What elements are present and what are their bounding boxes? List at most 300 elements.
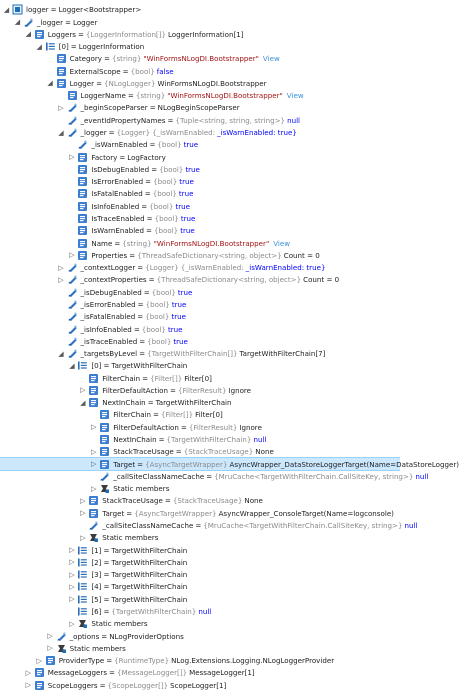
collapsed-chevron-icon[interactable]: ▷: [69, 570, 75, 579]
equals-sign: =: [149, 103, 156, 113]
equals-sign: =: [126, 508, 133, 518]
member-name: Name: [91, 238, 113, 248]
equals-sign: =: [70, 42, 77, 52]
collapsed-chevron-icon[interactable]: ▷: [90, 484, 97, 493]
member-name: [0]: [58, 42, 69, 52]
member-value: AsyncWrapper_ConsoleTarget(Name=logconsole): [218, 508, 394, 518]
view-link[interactable]: View: [262, 54, 280, 64]
array-item-icon: [77, 606, 88, 617]
property-icon: [99, 409, 110, 420]
property-icon: [77, 250, 88, 261]
no-toggle-spacer: [57, 311, 66, 323]
no-toggle-spacer: [67, 237, 76, 249]
array-item-icon: [77, 569, 88, 580]
member-name: FilterDefaultAction: [102, 385, 169, 395]
member-value: None: [255, 447, 274, 457]
equals-sign: =: [101, 631, 108, 641]
member-type: {MruCache<TargetWithFilterChain.CallSiteKey, string>}: [203, 521, 403, 530]
property-icon: [99, 434, 110, 445]
member-name: _callSiteClassNameCache: [102, 521, 194, 530]
member-type: {Logger}: [145, 263, 179, 273]
property-icon: [88, 508, 99, 519]
no-toggle-spacer: [57, 114, 66, 126]
member-type: {TargetWithFilterChain}: [166, 435, 252, 445]
field-icon: [67, 311, 78, 322]
member-name: StackTraceUsage: [102, 496, 163, 506]
member-value: true: [180, 226, 195, 236]
member-name: FilterChain: [102, 373, 141, 383]
member-name: ExternalScope: [69, 66, 121, 76]
property-icon: [77, 152, 88, 163]
view-link[interactable]: View: [273, 238, 291, 248]
equals-sign: =: [167, 115, 174, 125]
member-value: true: [178, 189, 194, 199]
member-name: Properties: [91, 250, 128, 260]
equals-sign: =: [142, 373, 149, 383]
property-icon: [77, 176, 88, 187]
collapsed-chevron-icon[interactable]: ▷: [58, 263, 64, 272]
member-name: Logger: [69, 78, 95, 88]
expanded-chevron-icon[interactable]: ◢: [47, 79, 53, 88]
member-value: AsyncWrapper_DataStoreLoggerTarget(Name=DataStoreLogger): [229, 459, 459, 469]
equals-sign: =: [103, 557, 110, 567]
no-toggle-spacer: [46, 53, 55, 65]
no-toggle-spacer: [67, 605, 76, 617]
no-toggle-spacer: [78, 520, 87, 532]
member-type: {RuntimeType}: [114, 656, 170, 666]
field-icon: [67, 348, 78, 359]
property-icon: [77, 238, 88, 249]
collapsed-chevron-icon[interactable]: ▷: [69, 153, 75, 162]
member-name: _isErrorEnabled: [80, 299, 136, 309]
member-value: TargetWithFilterChain: [155, 398, 232, 408]
member-value: false: [156, 66, 174, 76]
no-toggle-spacer: [67, 188, 76, 200]
member-value: true: [180, 214, 196, 223]
member-name: _logger: [36, 17, 64, 27]
tree-row[interactable]: [0, 678, 400, 692]
member-name: FilterDefaultAction: [113, 422, 179, 432]
member-value: Logger: [73, 17, 98, 27]
array-item-icon: [77, 545, 88, 556]
collapsed-chevron-icon[interactable]: ▷: [69, 546, 75, 555]
property-icon: [77, 188, 88, 199]
member-name: NextInChain: [102, 398, 146, 408]
equals-sign: =: [139, 349, 146, 359]
member-name: IsTraceEnabled: [91, 214, 145, 223]
object-icon: [12, 4, 23, 15]
property-icon: [88, 495, 99, 506]
member-type-detail: {_isWarnEnabled:: [180, 263, 244, 273]
field-icon: [67, 102, 78, 113]
collapsed-chevron-icon[interactable]: ▷: [58, 103, 64, 112]
member-type: {TargetWithFilterChain[]}: [147, 349, 238, 359]
member-type: {ThreadSafeDictionary<string, object>}: [156, 275, 302, 285]
member-name: ProviderType: [58, 656, 105, 666]
equals-sign: =: [108, 128, 115, 138]
property-icon: [77, 213, 88, 224]
field-icon: [56, 631, 67, 642]
member-name: Static members: [69, 643, 126, 653]
member-type: {bool}: [159, 164, 184, 174]
member-type: {AsyncTargetWrapper}: [134, 508, 217, 518]
no-toggle-spacer: [46, 65, 55, 77]
no-toggle-spacer: [89, 434, 98, 446]
member-name: Target: [113, 459, 136, 469]
equals-sign: =: [104, 54, 110, 64]
member-value: null: [415, 471, 429, 481]
collapsed-chevron-icon[interactable]: ▷: [69, 595, 75, 604]
expanded-chevron-icon[interactable]: ◢: [58, 349, 64, 358]
collapsed-chevron-icon[interactable]: ▷: [69, 582, 75, 591]
member-name: _isWarnEnabled: [91, 140, 148, 150]
member-type: {TargetWithFilterChain}: [111, 606, 197, 616]
member-type: {StackTraceUsage}: [183, 447, 254, 457]
property-icon: [34, 29, 45, 40]
equals-sign: =: [109, 668, 115, 678]
static-members-icon: [56, 643, 67, 654]
member-value: ScopeLogger[1]: [170, 680, 227, 690]
member-name: [1]: [91, 545, 102, 555]
collapsed-chevron-icon[interactable]: ▷: [36, 656, 42, 665]
equals-sign: =: [149, 140, 156, 150]
member-type: {NLogLogger}: [104, 78, 156, 88]
member-value: null: [198, 606, 212, 616]
member-value: true: [171, 299, 187, 309]
equals-sign: =: [195, 521, 202, 530]
member-value: Filter[0]: [184, 373, 212, 383]
member-value: NLog.Extensions.Logging.NLogLoggerProvider: [171, 656, 335, 666]
collapsed-chevron-icon[interactable]: ▷: [90, 460, 97, 469]
equals-sign: =: [137, 263, 144, 273]
member-value: WinFormsNLogDI.Bootstrapper: [157, 78, 267, 88]
member-name: [6]: [91, 606, 102, 616]
no-toggle-spacer: [57, 323, 66, 335]
member-name: IsWarnEnabled: [91, 226, 145, 236]
member-type: {MruCache<TargetWithFilterChain.CallSiteKey, string>}: [214, 471, 414, 481]
no-toggle-spacer: [57, 335, 66, 347]
member-name: [0]: [91, 361, 102, 371]
member-value: NLogBeginScopeParser: [157, 103, 240, 113]
member-value: true: [183, 140, 199, 150]
collapsed-chevron-icon[interactable]: ▷: [47, 644, 53, 653]
member-name: _contextProperties: [80, 275, 147, 285]
array-item-icon: [77, 594, 88, 605]
property-icon: [77, 164, 88, 175]
member-name: logger: [26, 5, 49, 15]
member-type: {FilterResult}: [188, 422, 238, 432]
member-type: {string}: [135, 91, 166, 101]
collapsed-chevron-icon[interactable]: ▷: [69, 251, 75, 260]
property-icon: [56, 78, 67, 89]
member-type: {ScopeLogger[]}: [107, 680, 169, 690]
field-icon: [23, 17, 34, 28]
equals-sign: =: [77, 29, 84, 39]
member-type: {string}: [122, 238, 152, 248]
collapsed-chevron-icon[interactable]: ▷: [80, 533, 86, 542]
member-name: _callSiteClassNameCache: [113, 471, 205, 481]
member-value: _isWarnEnabled: true}: [245, 263, 326, 273]
equals-sign: =: [103, 570, 110, 580]
equals-sign: =: [153, 410, 159, 420]
member-value: LoggerInformation[1]: [167, 29, 244, 39]
member-type: {FilterResult}: [177, 385, 227, 395]
equals-sign: =: [206, 471, 213, 481]
expanded-chevron-icon[interactable]: ◢: [69, 361, 75, 370]
no-toggle-spacer: [57, 90, 66, 102]
member-name: FilterChain: [113, 410, 152, 420]
member-type: {LoggerInformation[]}: [85, 29, 166, 39]
member-value: true: [167, 324, 183, 334]
property-icon: [77, 201, 88, 212]
equals-sign: =: [103, 594, 110, 604]
no-toggle-spacer: [57, 286, 66, 298]
array-item-icon: [45, 41, 56, 52]
collapsed-chevron-icon[interactable]: ▷: [90, 447, 97, 456]
member-value: true: [173, 336, 188, 346]
member-value: Logger<Bootstrapper>: [58, 5, 142, 15]
static-members-icon: [77, 618, 88, 629]
member-value: true: [171, 312, 186, 322]
equals-sign: =: [119, 152, 126, 162]
no-toggle-spacer: [67, 225, 76, 237]
member-value: "WinFormsNLogDI.Bootstrapper": [153, 238, 270, 248]
collapsed-chevron-icon[interactable]: ▷: [80, 386, 86, 395]
member-name: Static members: [91, 619, 148, 629]
equals-sign: =: [146, 226, 152, 236]
member-value: true: [177, 287, 193, 297]
equals-sign: =: [103, 545, 110, 555]
member-type: {ThreadSafeDictionary<string, object>}: [137, 250, 282, 260]
member-value: TargetWithFilterChain: [111, 570, 188, 580]
member-name: _eventIdPropertyNames: [80, 115, 166, 125]
expanded-chevron-icon[interactable]: ◢: [36, 42, 42, 51]
equals-sign: =: [141, 201, 148, 211]
collapsed-chevron-icon[interactable]: ▷: [25, 681, 31, 690]
equals-sign: =: [114, 238, 121, 248]
member-name: _logger: [80, 128, 107, 138]
equals-sign: =: [164, 496, 171, 506]
equals-sign: =: [103, 606, 110, 616]
property-icon: [99, 459, 110, 470]
member-value: Ignore: [239, 422, 262, 432]
member-value: TargetWithFilterChain[7]: [239, 349, 326, 359]
collapsed-chevron-icon[interactable]: ▷: [58, 275, 64, 284]
collapsed-chevron-icon[interactable]: ▷: [25, 668, 31, 677]
property-icon: [99, 446, 110, 457]
equals-sign: =: [170, 385, 176, 395]
member-name: IsFatalEnabled: [91, 189, 143, 199]
expanded-chevron-icon[interactable]: ◢: [80, 398, 86, 407]
member-value: NLogProviderOptions: [109, 631, 184, 641]
equals-sign: =: [103, 361, 110, 371]
member-value: _isWarnEnabled: true}: [217, 128, 297, 138]
equals-sign: =: [158, 435, 165, 445]
field-icon: [99, 471, 110, 482]
equals-sign: =: [137, 312, 144, 322]
equals-sign: =: [144, 189, 151, 199]
property-icon: [34, 680, 45, 691]
property-icon: [77, 225, 88, 236]
member-name: IsErrorEnabled: [91, 177, 144, 187]
member-name: Factory: [91, 152, 118, 162]
equals-sign: =: [96, 78, 103, 88]
equals-sign: =: [151, 164, 158, 174]
member-name: MessageLoggers: [47, 668, 108, 678]
equals-sign: =: [65, 17, 71, 27]
field-icon: [67, 287, 78, 298]
static-members-icon: [88, 532, 99, 543]
equals-sign: =: [137, 299, 144, 309]
member-type: {bool}: [152, 189, 177, 199]
no-toggle-spacer: [57, 298, 66, 310]
no-toggle-spacer: [67, 163, 76, 175]
equals-sign: =: [175, 447, 182, 457]
property-icon: [99, 422, 110, 433]
member-value: Count = 0: [283, 250, 320, 260]
member-name: NextInChain: [113, 435, 157, 445]
member-value: LogFactory: [127, 152, 166, 162]
member-name: _options: [69, 631, 100, 641]
expanded-chevron-icon[interactable]: ◢: [14, 18, 21, 27]
field-icon: [67, 274, 78, 285]
member-value: TargetWithFilterChain: [111, 594, 188, 604]
equals-sign: =: [147, 398, 154, 408]
member-type: {bool}: [147, 336, 172, 346]
member-type: {bool}: [141, 324, 166, 334]
expanded-chevron-icon[interactable]: ◢: [58, 128, 64, 137]
member-value: Count = 0: [303, 275, 340, 285]
equals-sign: =: [50, 5, 57, 15]
collapsed-chevron-icon[interactable]: ▷: [69, 558, 75, 567]
member-name: LoggerName: [80, 91, 126, 101]
property-icon: [56, 53, 67, 64]
no-toggle-spacer: [89, 409, 98, 421]
field-icon: [88, 520, 99, 531]
member-name: _beginScopeParser: [80, 103, 148, 113]
member-name: StackTraceUsage: [113, 447, 174, 457]
member-type: {string}: [111, 54, 142, 64]
collapsed-chevron-icon[interactable]: ▷: [80, 509, 86, 518]
member-name: Target: [102, 508, 125, 518]
equals-sign: =: [106, 656, 113, 666]
expanded-chevron-icon[interactable]: ◢: [25, 30, 31, 39]
property-icon: [88, 385, 99, 396]
equals-sign: =: [145, 177, 152, 187]
collapsed-chevron-icon[interactable]: ▷: [90, 423, 97, 432]
member-name: [5]: [91, 594, 102, 604]
member-value: null: [404, 521, 418, 530]
equals-sign: =: [129, 250, 136, 260]
equals-sign: =: [103, 582, 110, 592]
equals-sign: =: [122, 66, 129, 76]
member-value: TargetWithFilterChain: [111, 361, 188, 371]
collapsed-chevron-icon[interactable]: ▷: [80, 496, 86, 505]
member-type: {MessageLogger[]}: [117, 668, 188, 678]
member-name: _targetsByLevel: [80, 349, 138, 359]
member-value: null: [253, 435, 267, 445]
equals-sign: =: [180, 422, 187, 432]
member-value: Ignore: [228, 385, 252, 395]
member-name: _isFatalEnabled: [80, 312, 136, 322]
equals-sign: =: [133, 324, 140, 334]
member-name: [3]: [91, 570, 102, 580]
member-value: true: [185, 164, 200, 174]
member-value: Filter[0]: [195, 410, 223, 420]
field-icon: [67, 336, 78, 347]
property-icon: [88, 373, 99, 384]
member-name: _isTraceEnabled: [80, 336, 138, 346]
array-item-icon: [77, 360, 88, 371]
field-icon: [67, 115, 78, 126]
static-members-icon: [99, 483, 110, 494]
member-value: LoggerInformation: [78, 42, 145, 52]
equals-sign: =: [139, 336, 146, 346]
member-type: {bool}: [154, 214, 179, 223]
member-type: {bool}: [145, 312, 170, 322]
member-type: {bool}: [145, 299, 170, 309]
field-icon: [67, 262, 78, 273]
member-name: Static members: [113, 484, 170, 494]
array-item-icon: [77, 581, 88, 592]
property-icon: [34, 667, 45, 678]
field-icon: [77, 139, 88, 150]
property-icon: [67, 90, 78, 101]
member-value: None: [244, 496, 263, 506]
no-toggle-spacer: [67, 213, 76, 225]
equals-sign: =: [137, 459, 144, 469]
array-item-icon: [77, 557, 88, 568]
member-type: {StackTraceUsage}: [172, 496, 243, 506]
member-value: null: [287, 115, 301, 125]
member-name: _isInfoEnabled: [80, 324, 132, 334]
equals-sign: =: [146, 214, 153, 223]
field-icon: [67, 324, 78, 335]
collapsed-chevron-icon[interactable]: ▷: [47, 632, 53, 641]
member-type: {bool}: [130, 66, 155, 76]
member-type: {bool}: [151, 287, 176, 297]
member-type: {bool}: [149, 201, 174, 211]
member-value: true: [175, 201, 190, 211]
property-icon: [88, 397, 99, 408]
property-icon: [56, 66, 67, 77]
member-value: "WinFormsNLogDI.Bootstrapper": [167, 91, 283, 101]
no-toggle-spacer: [67, 139, 76, 151]
member-name: [4]: [91, 582, 102, 592]
property-icon: [45, 655, 56, 666]
member-type: {bool}: [154, 226, 179, 236]
member-value: TargetWithFilterChain: [111, 545, 188, 555]
equals-sign: =: [99, 680, 106, 690]
member-name: Loggers: [47, 29, 76, 39]
member-type: {bool}: [153, 177, 178, 187]
no-toggle-spacer: [67, 176, 76, 188]
member-name: Category: [69, 54, 102, 64]
expanded-chevron-icon[interactable]: ◢: [3, 5, 10, 14]
member-type: {Filter[]}: [160, 410, 194, 420]
no-toggle-spacer: [67, 200, 76, 212]
view-link[interactable]: View: [286, 91, 304, 101]
member-value: "WinFormsNLogDI.Bootstrapper": [143, 54, 259, 64]
collapsed-chevron-icon[interactable]: ▷: [69, 619, 75, 628]
member-type: {Tuple<string, string, string>}: [175, 115, 286, 125]
member-value: TargetWithFilterChain: [111, 557, 188, 567]
member-name: IsDebugEnabled: [91, 164, 150, 174]
equals-sign: =: [148, 275, 155, 285]
equals-sign: =: [143, 287, 150, 297]
member-name: [2]: [91, 557, 102, 567]
member-name: _isDebugEnabled: [80, 287, 142, 297]
